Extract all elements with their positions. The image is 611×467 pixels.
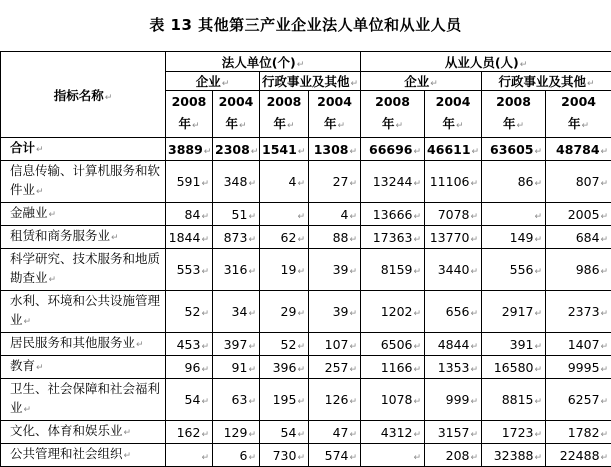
indicator-name: 水利、环境和公共设施管理业↵: [1, 291, 166, 333]
table-title: 表 13 其他第三产业企业法人单位和从业人员: [0, 0, 611, 50]
table-row: [1, 333, 611, 356]
indicator-name: 信息传输、计算机服务和软件业↵: [1, 161, 166, 203]
value-cell: 86↵: [482, 161, 546, 203]
value-cell: 149↵: [482, 226, 546, 249]
indicator-name: 租赁和商务服务业↵: [1, 226, 166, 249]
value-cell: 2373↵: [546, 291, 611, 333]
enterprise-header: 企业↵: [361, 72, 482, 91]
indicator-name: 公共管理和社会组织↵: [1, 444, 166, 467]
value-cell: 39↵: [309, 291, 361, 333]
value-cell: 162↵: [166, 421, 213, 444]
value-cell: 34↵: [213, 291, 260, 333]
value-cell: 453↵: [166, 333, 213, 356]
value-cell: 19↵: [260, 249, 309, 291]
total-row: [1, 138, 611, 161]
indicator-name: 金融业↵: [1, 203, 166, 226]
enterprise-header: 企业↵: [166, 72, 260, 91]
legal-units-header: 法人单位(个)↵: [166, 52, 361, 72]
value-cell: 208↵: [425, 444, 482, 467]
value-cell: 873↵: [213, 226, 260, 249]
value-cell: 1078↵: [361, 379, 425, 421]
value-cell: 13244↵: [361, 161, 425, 203]
value-cell: 22488↵: [546, 444, 611, 467]
admin-other-header: 行政事业及其他↵: [482, 72, 611, 91]
value-cell: 656↵: [425, 291, 482, 333]
value-cell: 54↵: [260, 421, 309, 444]
value-cell: 986↵: [546, 249, 611, 291]
value-cell: 391↵: [482, 333, 546, 356]
value-cell: 195↵: [260, 379, 309, 421]
table-row: [1, 291, 611, 333]
value-cell: 29↵: [260, 291, 309, 333]
value-cell: 96↵: [166, 356, 213, 379]
value-cell: 1782↵: [546, 421, 611, 444]
value-cell: 396↵: [260, 356, 309, 379]
value-cell: 47↵: [309, 421, 361, 444]
value-cell: 107↵: [309, 333, 361, 356]
value-cell: 9995↵: [546, 356, 611, 379]
value-cell: 316↵: [213, 249, 260, 291]
value-cell: ↵: [361, 444, 425, 467]
value-cell: 51↵: [213, 203, 260, 226]
indicator-name: 教育↵: [1, 356, 166, 379]
indicator-name: 科学研究、技术服务和地质勘查业↵: [1, 249, 166, 291]
employees-header: 从业人员(人)↵: [361, 52, 611, 72]
value-cell: 91↵: [213, 356, 260, 379]
value-cell: ↵: [482, 203, 546, 226]
value-cell: 66696↵: [361, 138, 425, 161]
indicator-name: 卫生、社会保障和社会福利业↵: [1, 379, 166, 421]
value-cell: 8159↵: [361, 249, 425, 291]
value-cell: 2917↵: [482, 291, 546, 333]
value-cell: 32388↵: [482, 444, 546, 467]
admin-other-header: 行政事业及其他↵: [260, 72, 361, 91]
value-cell: 7078↵: [425, 203, 482, 226]
value-cell: 6↵: [213, 444, 260, 467]
value-cell: 4↵: [260, 161, 309, 203]
table-row: [1, 444, 611, 467]
year-header: 2008 年↵: [260, 91, 309, 138]
value-cell: 574↵: [309, 444, 361, 467]
value-cell: 1166↵: [361, 356, 425, 379]
value-cell: 1353↵: [425, 356, 482, 379]
value-cell: 1844↵: [166, 226, 213, 249]
value-cell: 8815↵: [482, 379, 546, 421]
table-row: [1, 249, 611, 291]
table-row: [1, 421, 611, 444]
value-cell: 62↵: [260, 226, 309, 249]
value-cell: 1407↵: [546, 333, 611, 356]
value-cell: 1308↵: [309, 138, 361, 161]
year-header: 2008 年↵: [166, 91, 213, 138]
value-cell: 3889↵: [166, 138, 213, 161]
table-row: [1, 226, 611, 249]
value-cell: 4844↵: [425, 333, 482, 356]
table-row: [1, 379, 611, 421]
value-cell: 1541↵: [260, 138, 309, 161]
value-cell: 730↵: [260, 444, 309, 467]
value-cell: 4↵: [309, 203, 361, 226]
value-cell: 6506↵: [361, 333, 425, 356]
value-cell: 13770↵: [425, 226, 482, 249]
indicator-name: 文化、体育和娱乐业↵: [1, 421, 166, 444]
value-cell: 84↵: [166, 203, 213, 226]
value-cell: 348↵: [213, 161, 260, 203]
table-row: [1, 161, 611, 203]
table-body: [1, 138, 611, 467]
year-header: 2004 年↵: [309, 91, 361, 138]
table-row: [1, 356, 611, 379]
value-cell: 1723↵: [482, 421, 546, 444]
year-header: 2008 年↵: [361, 91, 425, 138]
value-cell: 11106↵: [425, 161, 482, 203]
value-cell: 46611↵: [425, 138, 482, 161]
value-cell: 52↵: [166, 291, 213, 333]
value-cell: 999↵: [425, 379, 482, 421]
value-cell: 129↵: [213, 421, 260, 444]
year-header: 2004 年↵: [213, 91, 260, 138]
value-cell: ↵: [166, 444, 213, 467]
value-cell: 39↵: [309, 249, 361, 291]
value-cell: 684↵: [546, 226, 611, 249]
value-cell: 88↵: [309, 226, 361, 249]
value-cell: 16580↵: [482, 356, 546, 379]
indicator-header: 指标名称↵: [1, 52, 166, 138]
statistics-table: [0, 51, 611, 467]
table-row: [1, 203, 611, 226]
value-cell: 1202↵: [361, 291, 425, 333]
value-cell: 126↵: [309, 379, 361, 421]
value-cell: 3157↵: [425, 421, 482, 444]
value-cell: 553↵: [166, 249, 213, 291]
year-header: 2004 年↵: [546, 91, 611, 138]
value-cell: 257↵: [309, 356, 361, 379]
indicator-name: 合计↵: [1, 138, 166, 161]
value-cell: 6257↵: [546, 379, 611, 421]
value-cell: 48784↵: [546, 138, 611, 161]
value-cell: 591↵: [166, 161, 213, 203]
value-cell: 54↵: [166, 379, 213, 421]
value-cell: 63↵: [213, 379, 260, 421]
year-header: 2008 年↵: [482, 91, 546, 138]
year-header: 2004 年↵: [425, 91, 482, 138]
value-cell: 2308↵: [213, 138, 260, 161]
value-cell: 4312↵: [361, 421, 425, 444]
value-cell: 807↵: [546, 161, 611, 203]
value-cell: 52↵: [260, 333, 309, 356]
value-cell: 17363↵: [361, 226, 425, 249]
value-cell: 2005↵: [546, 203, 611, 226]
value-cell: 63605↵: [482, 138, 546, 161]
value-cell: ↵: [260, 203, 309, 226]
indicator-name: 居民服务和其他服务业↵: [1, 333, 166, 356]
value-cell: 3440↵: [425, 249, 482, 291]
value-cell: 27↵: [309, 161, 361, 203]
value-cell: 397↵: [213, 333, 260, 356]
value-cell: 556↵: [482, 249, 546, 291]
value-cell: 13666↵: [361, 203, 425, 226]
